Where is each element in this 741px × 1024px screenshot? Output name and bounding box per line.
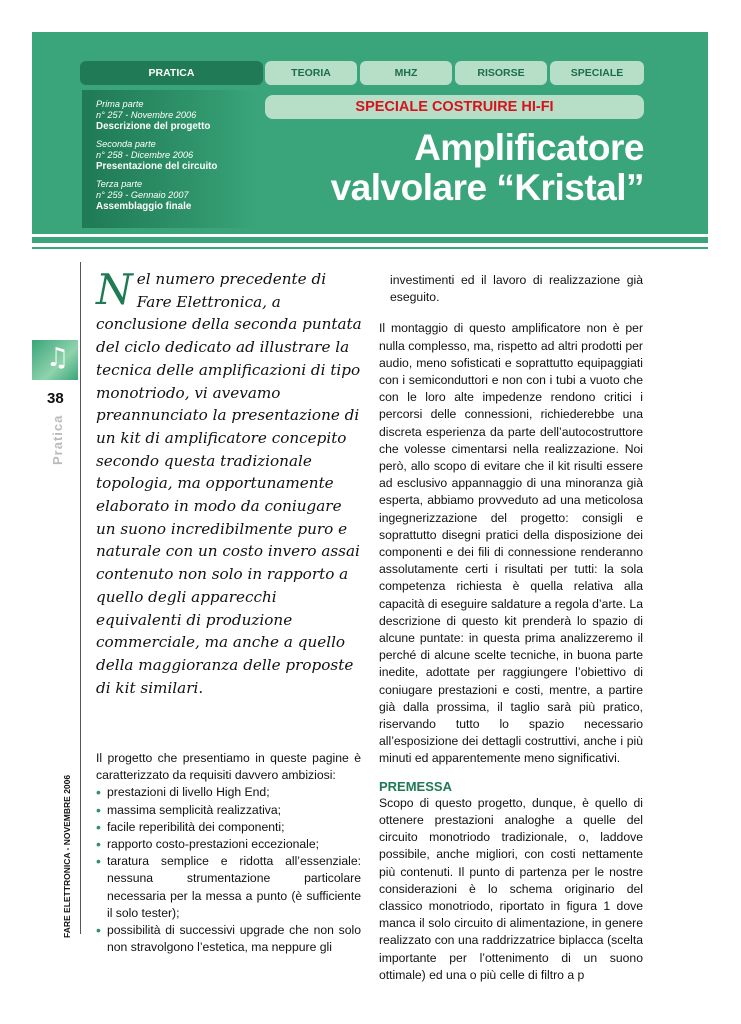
page-number: 38 bbox=[47, 390, 64, 407]
section-thumbnail-icon: ♫ bbox=[46, 343, 70, 373]
series-part-label: Terza parte bbox=[96, 179, 143, 189]
series-issue: n° 258 - Dicembre 2006 bbox=[96, 150, 194, 160]
requirements-list bbox=[96, 784, 361, 956]
intro-paragraph bbox=[96, 265, 364, 699]
margin-rule bbox=[80, 262, 81, 934]
left-body-paragraph: Il progetto che presentiamo in queste pagine è caratterizzato da requisiti davvero ambiziosi: bbox=[96, 751, 361, 783]
body-paragraph: Il montaggio di questo amplificatore non è per nulla complesso, ma, rispetto ad altri prodotti per audio, meno sofisticati e soprattutto equipaggiati con i semiconduttori e non con i tubi a vuoto che con le loro alte impedenze rendono critici i percorsi delle connessioni, richiederebbe una discreta esperienza da parte dell’autocostruttore che volesse cimentarsi nella realizzazione. Noi però, allo scopo di evitare che il kit risulti essere ad esclusivo appannaggio di una minoranza già esperta, abbiamo provveduto ad una meticolosa ingegnerizzazione del progetto: consigli e soprattutto disegni pratici della disposizione dei componenti e dei fili di connessione renderanno assolutamente certi i risultati per tutti: la sola competenza richiesta è quella relativa alla capacità di eseguire saldature a regola d’arte. La descrizione di questo kit prenderà lo spazio di alcune puntate: in questa prima analizzeremo il perché di alcune scelte tecniche, in buona parte inedite, adottate per raggiungere l’obiettivo di coniugare prestazioni e costi, mentre, a partire già dalla prossima, il taglio sarà più pratico, riservando tutto lo spazio necessario all’esposizione dei dettagli costruttivi, anche i più minuti ed apparentemente meno significativi. bbox=[379, 321, 643, 766]
series-part-2 bbox=[96, 139, 261, 173]
section-tabs bbox=[80, 61, 644, 85]
article-title-line-1: Amplificatore bbox=[414, 127, 644, 168]
section-heading: PREMESSA bbox=[379, 778, 452, 794]
series-title: Presentazione del circuito bbox=[96, 161, 218, 172]
list-item: • prestazioni di livello High End; bbox=[107, 784, 361, 801]
tab-pratica[interactable]: PRATICA bbox=[80, 61, 263, 85]
series-part-label: Seconda parte bbox=[96, 139, 156, 149]
dropcap: N bbox=[96, 265, 133, 314]
tab-teoria[interactable]: TEORIA bbox=[265, 61, 357, 85]
list-item: • taratura semplice e ridotta all’essenziale: nessuna strumentazione particolare necessaria per la messa a punto (è sufficiente il solo tester); bbox=[107, 853, 361, 922]
list-item: • possibilità di successivi upgrade che non solo non stravolgono l’estetica, ma neppure gli bbox=[107, 922, 361, 956]
body-paragraph: Scopo di questo progetto, dunque, è quello di ottenere prestazioni analoghe a quelle del circuito monotriodo tradizionale, o, laddove possibile, anche migliori, con costi nettamente più contenuti. Il punto di partenza per le nostre considerazioni è lo schema originario del classico monotriodo, riportato in figura 1 dove manca il solo circuito di alimentazione, in genere realizzato con una raddrizzatrice biplacca (scelta importante per l’ottenimento di un suono ottimale) ed una o più celle di filtro a p bbox=[379, 795, 643, 982]
series-part-1 bbox=[96, 99, 261, 133]
series-index bbox=[82, 90, 260, 228]
series-part-3 bbox=[96, 179, 261, 213]
section-label: Pratica bbox=[50, 414, 65, 465]
article-title-line-2: valvolare “Kristal” bbox=[330, 167, 644, 208]
header-rule bbox=[32, 237, 708, 243]
header-rule-thin bbox=[32, 247, 708, 249]
series-title: Assemblaggio finale bbox=[96, 201, 192, 212]
series-part-label: Prima parte bbox=[96, 99, 144, 109]
section-thumbnail bbox=[32, 340, 78, 380]
footer-issue: FARE ELETTRONICA - NOVEMBRE 2006 bbox=[62, 774, 72, 938]
right-column bbox=[379, 272, 643, 984]
tab-mhz[interactable]: MHZ bbox=[360, 61, 452, 85]
tab-risorse[interactable]: RISORSE bbox=[455, 61, 547, 85]
left-column bbox=[96, 750, 361, 956]
kicker-label: SPECIALE COSTRUIRE HI-FI bbox=[265, 95, 644, 119]
tab-speciale[interactable]: SPECIALE bbox=[550, 61, 644, 85]
series-issue: n° 259 - Gennaio 2007 bbox=[96, 190, 189, 200]
list-item: • facile reperibilità dei componenti; bbox=[107, 819, 361, 836]
list-item: • rapporto costo-prestazioni eccezionale; bbox=[107, 836, 361, 853]
list-item: • massima semplicità realizzativa; bbox=[107, 802, 361, 819]
series-issue: n° 257 - Novembre 2006 bbox=[96, 110, 197, 120]
series-title: Descrizione del progetto bbox=[96, 121, 211, 132]
intro-text: el numero precedente di Fare Elettronica, a conclusione della seconda puntata del ciclo dedicato ad illustrare la tecnica delle amplificazioni di tipo monotriodo, vi avevamo preannunciato la presentazione di un kit di amplificatore concepito secondo questa tradizionale topologia, ma opportunamente elaborato in modo da coniugare un suono incredibilmente puro e naturale con un costo invero assai contenuto non solo in rapporto a quello degli apparecchi equivalenti di produzione commerciale, ma anche a quello della maggioranza delle proposte di kit similari. bbox=[96, 270, 362, 697]
bullet-continuation: investimenti ed il lavoro di realizzazione già eseguito. bbox=[390, 273, 643, 305]
